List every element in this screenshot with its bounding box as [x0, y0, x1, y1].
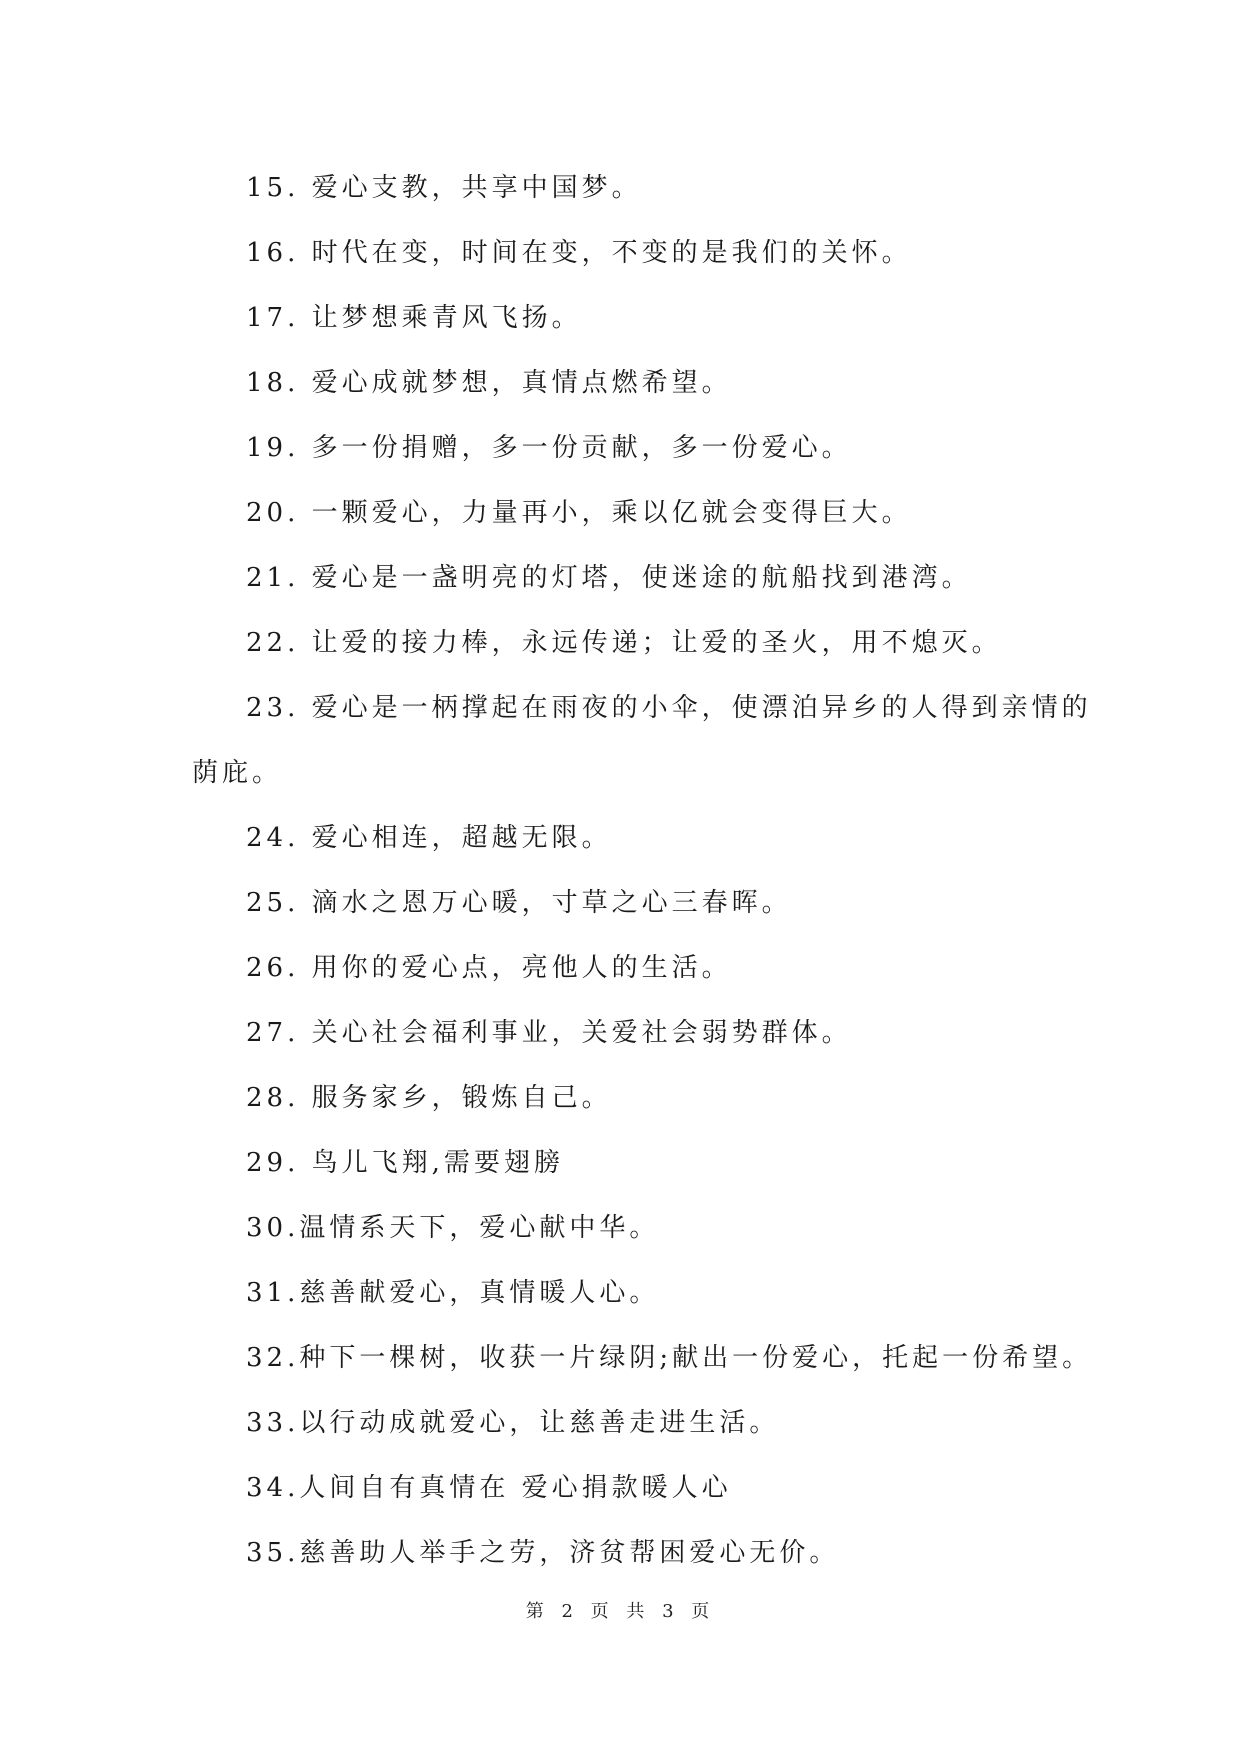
document-body [192, 156, 1093, 1586]
list-item: 16. 时代在变，时间在变，不变的是我们的关怀。 [246, 238, 912, 268]
page-footer [0, 1597, 1241, 1623]
footer-page-number: 2 [561, 1601, 579, 1622]
list-item: 15. 爱心支教，共享中国梦。 [246, 173, 642, 203]
list-item: 18. 爱心成就梦想，真情点燃希望。 [246, 368, 732, 398]
list-item: 32.种下一棵树，收获一片绿阴;献出一份爱心，托起一份希望。 [246, 1343, 1093, 1373]
list-item: 31.慈善献爱心，真情暖人心。 [246, 1278, 660, 1308]
list-item: 27. 关心社会福利事业，关爱社会弱势群体。 [246, 1018, 852, 1048]
footer-middle: 页 共 [590, 1601, 651, 1622]
list-item: 28. 服务家乡，锻炼自己。 [246, 1083, 612, 1113]
list-item: 26. 用你的爱心点，亮他人的生活。 [246, 953, 732, 983]
list-item: 33.以行动成就爱心，让慈善走进生活。 [246, 1408, 780, 1438]
list-item: 23. 爱心是一柄撑起在雨夜的小伞，使漂泊异乡的人得到亲情的 [246, 693, 1092, 723]
list-item: 25. 滴水之恩万心暖，寸草之心三春晖。 [246, 888, 792, 918]
footer-total-pages: 3 [662, 1601, 680, 1622]
footer-suffix: 页 [691, 1601, 716, 1622]
list-item: 35.慈善助人举手之劳，济贫帮困爱心无价。 [246, 1538, 840, 1568]
list-item: 20. 一颗爱心，力量再小，乘以亿就会变得巨大。 [246, 498, 912, 528]
list-item: 19. 多一份捐赠，多一份贡献，多一份爱心。 [246, 433, 852, 463]
list-item: 34.人间自有真情在 爱心捐款暖人心 [246, 1473, 732, 1503]
list-item: 22. 让爱的接力棒，永远传递；让爱的圣火，用不熄灭。 [246, 628, 1002, 658]
list-item-continuation: 荫庇。 [192, 758, 283, 788]
list-item: 30.温情系天下，爱心献中华。 [246, 1213, 660, 1243]
footer-prefix: 第 [525, 1601, 550, 1622]
list-item: 29. 鸟儿飞翔,需要翅膀 [246, 1148, 564, 1178]
list-item: 17. 让梦想乘青风飞扬。 [246, 303, 582, 333]
list-item: 21. 爱心是一盏明亮的灯塔，使迷途的航船找到港湾。 [246, 563, 972, 593]
list-item: 24. 爱心相连，超越无限。 [246, 823, 612, 853]
